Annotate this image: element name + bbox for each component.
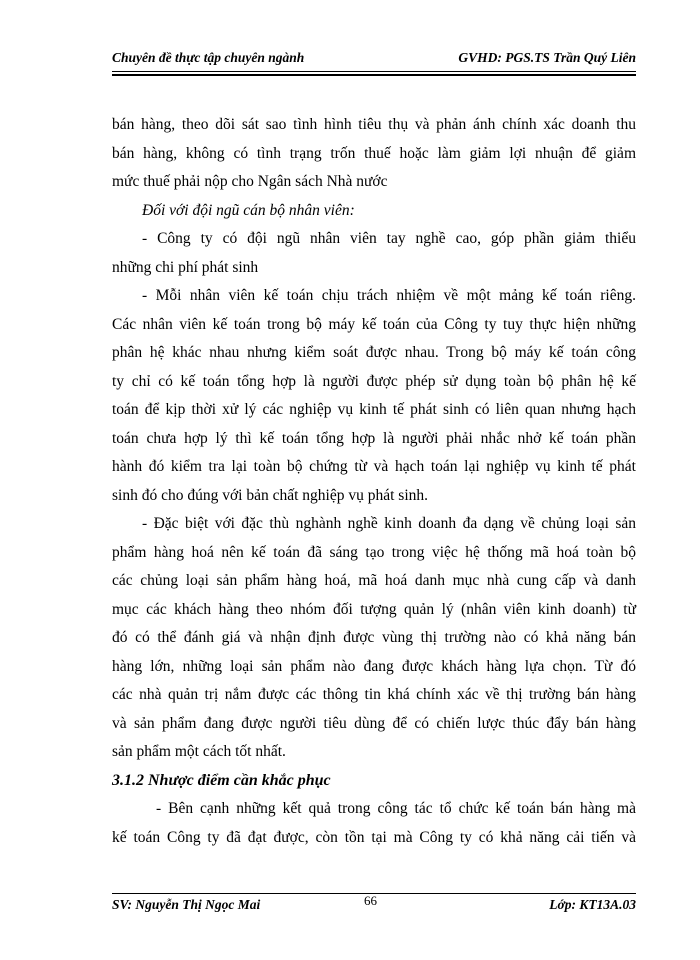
text-line: kế toán Công ty đã đạt được, còn tồn tại mà Công ty có khả năng cải tiến và bbox=[112, 828, 636, 846]
text-line: hàng lớn, những loại sản phẩm nào đang được khách hàng lựa chọn. Từ đó bbox=[112, 657, 636, 675]
header-course-title: Chuyên đề thực tập chuyên ngành bbox=[112, 50, 305, 65]
page-footer bbox=[112, 893, 636, 917]
text-line: các chủng loại sản phẩm hàng hoá, mã hoá danh mục nhà cung cấp và danh bbox=[112, 572, 636, 589]
text-line: phẩm hàng hoá nên kế toán đã sáng tạo trong việc hệ thống mã hoá toàn bộ bbox=[112, 543, 636, 561]
text-line: toán để kịp thời xử lý các nghiệp vụ kinh tế phát sinh có liên quan nhưng hạch bbox=[112, 401, 636, 418]
text-line: phân hệ khác nhau nhưng kiểm soát được nhau. Trong bộ máy kế toán công bbox=[112, 344, 636, 361]
section-heading: 3.1.2 Nhược điểm cần khắc phục bbox=[112, 771, 331, 789]
text-line: sinh đó cho đúng với bản chất nghiệp vụ phát sinh. bbox=[112, 486, 429, 504]
document-body bbox=[112, 111, 636, 852]
footer-class-code: Lớp: KT13A.03 bbox=[549, 897, 636, 912]
text-line: - Mỗi nhân viên kế toán chịu trách nhiệm về một mảng kế toán riêng. bbox=[142, 287, 636, 304]
text-line: bán hàng, theo dõi sát sao tình hình tiêu thụ và phản ánh chính xác doanh thu bbox=[112, 116, 636, 133]
header-supervisor: GVHD: PGS.TS Trần Quý Liên bbox=[458, 50, 636, 65]
text-line: hành đó kiểm tra lại toàn bộ chứng từ và hạch toán lại nghiệp vụ kinh tế phát bbox=[112, 458, 636, 475]
subsection-label: Đối với đội ngũ cán bộ nhân viên: bbox=[142, 201, 355, 219]
text-line: các nhà quản trị nắm được các thông tin khá chính xác về thị trường bán hàng bbox=[112, 686, 636, 703]
text-line: - Công ty có đội ngũ nhân viên tay nghề cao, góp phần giảm thiểu bbox=[142, 230, 636, 247]
text-line: bán hàng, không có tình trạng trốn thuế hoặc làm giảm lợi nhuận để giảm bbox=[112, 144, 636, 162]
text-line: - Bên cạnh những kết quả trong công tác tổ chức kế toán bán hàng mà bbox=[156, 800, 636, 817]
text-line: và sản phẩm đang được người tiêu dùng để có chiến lược thúc đẩy bán hàng bbox=[112, 714, 636, 732]
text-line: toán chưa hợp lý thì kế toán tổng hợp là người phải nhắc nhở kế toán phần bbox=[112, 429, 636, 447]
footer-student-name: SV: Nguyễn Thị Ngọc Mai bbox=[112, 897, 261, 912]
text-line: mục các khách hàng theo nhóm đối tượng quản lý (nhân viên kinh doanh) từ bbox=[112, 600, 636, 618]
text-line: - Đặc biệt với đặc thù nghành nghề kinh doanh đa dạng về chủng loại sản bbox=[142, 515, 636, 532]
text-line: mức thuế phải nộp cho Ngân sách Nhà nước bbox=[112, 173, 388, 190]
text-line: sản phẩm một cách tốt nhất. bbox=[112, 743, 286, 760]
page-header bbox=[112, 50, 636, 72]
page-number: 66 bbox=[364, 893, 377, 908]
text-line: những chi phí phát sinh bbox=[112, 258, 259, 276]
header-divider bbox=[112, 71, 636, 76]
text-line: Các nhân viên kế toán trong bộ máy kế toán của Công ty tuy thực hiện những bbox=[112, 315, 636, 333]
text-line: đó có thể đánh giá và nhận định được vùng thị trường nào có khả năng bán bbox=[112, 629, 636, 646]
text-line: ty chỉ có kế toán tổng hợp là người được phép sử dụng toàn bộ phân hệ kế bbox=[112, 372, 636, 390]
